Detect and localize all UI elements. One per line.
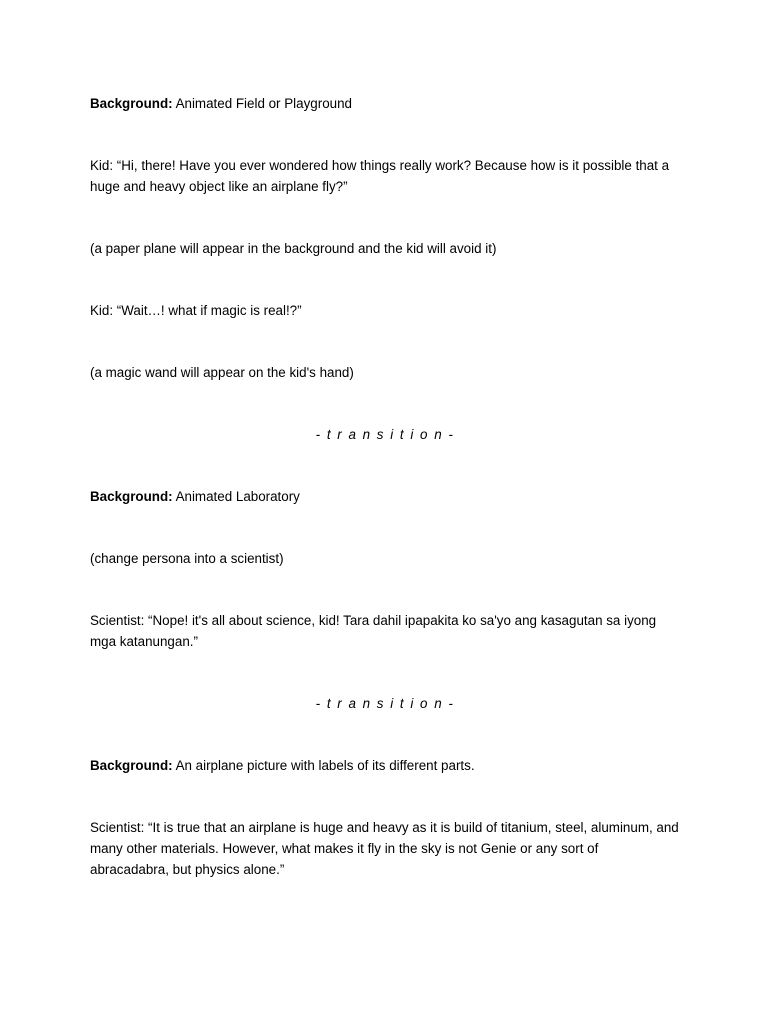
background-label: Background:	[90, 96, 173, 111]
background-text: Animated Laboratory	[172, 489, 300, 504]
scientist-line-2: Scientist: “It is true that an airplane is huge and heavy as it is build of titanium, steel, aluminum, and many other materials. However, what makes it fly in the sky is not Genie or any sort of abracadabra, but physics alone.”	[90, 820, 679, 877]
scene-background-2	[90, 486, 680, 507]
background-label: Background:	[90, 758, 173, 773]
kid-line-1: Kid: “Hi, there! Have you ever wondered how things really work? Because how is it possible that a huge and heavy object like an airplane fly?”	[90, 158, 670, 194]
scene-background-1	[90, 93, 680, 114]
background-text: Animated Field or Playground	[172, 96, 352, 111]
stage-direction-persona: (change persona into a scientist)	[90, 551, 284, 566]
stage-direction-paper-plane: (a paper plane will appear in the background and the kid will avoid it)	[90, 241, 497, 256]
scientist-line-1: Scientist: “Nope! it's all about science, kid! Tara dahil ipapakita ko sa'yo ang kasagutan sa iyong mga katanungan.”	[90, 613, 657, 649]
transition-2: - t r a n s i t i o n -	[315, 696, 455, 711]
background-label: Background:	[90, 489, 173, 504]
background-text: An airplane picture with labels of its different parts.	[172, 758, 475, 773]
stage-direction-magic-wand: (a magic wand will appear on the kid's hand)	[90, 365, 354, 380]
transition-1: - t r a n s i t i o n -	[315, 427, 455, 442]
kid-line-2: Kid: “Wait…! what if magic is real!?”	[90, 303, 302, 318]
scene-background-3	[90, 755, 680, 776]
